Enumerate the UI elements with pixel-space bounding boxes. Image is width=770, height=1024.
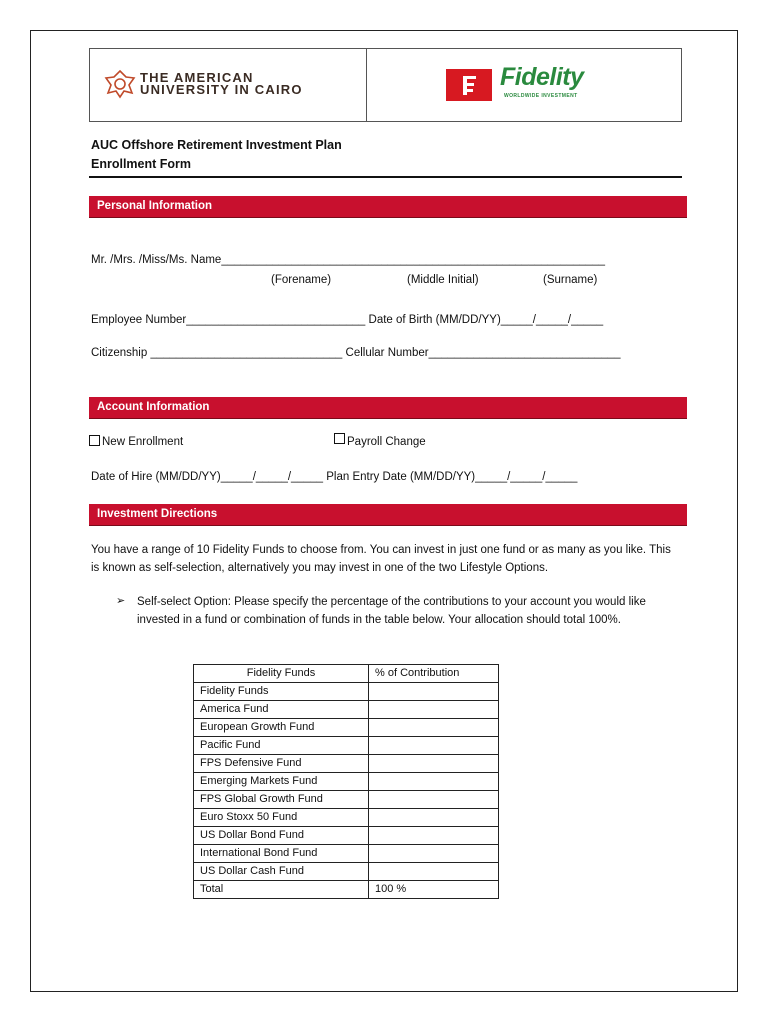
contribution-cell[interactable]: [369, 737, 499, 755]
logo-header: [89, 48, 682, 122]
table-row: [194, 827, 499, 845]
table-row: [194, 845, 499, 863]
fidelity-logo-icon: [446, 69, 492, 101]
contribution-cell[interactable]: [369, 845, 499, 863]
title-rule: [89, 176, 682, 178]
table-row: [194, 881, 499, 899]
fund-name-cell: Total: [194, 881, 369, 899]
fidelity-logo-word: Fidelity: [500, 63, 584, 91]
contribution-cell[interactable]: [369, 701, 499, 719]
auc-logo-text: [140, 72, 303, 96]
funds-table: [193, 664, 499, 899]
table-row: [194, 791, 499, 809]
form-title: AUC Offshore Retirement Investment Plan: [91, 138, 342, 152]
contribution-cell[interactable]: [369, 719, 499, 737]
hire-plan-entry-dates-field[interactable]: Date of Hire (MM/DD/YY)_____/_____/_____ Plan Entry Date (MM/DD/YY)_____/_____/_____: [91, 471, 578, 483]
personal-information-header: [89, 196, 687, 218]
contribution-cell[interactable]: [369, 863, 499, 881]
contribution-cell[interactable]: [369, 791, 499, 809]
surname-caption: (Surname): [543, 274, 598, 286]
auc-logo-line1: THE AMERICAN: [140, 70, 254, 85]
name-field[interactable]: Mr. /Mrs. /Miss/Ms. Name____________________________________________________________: [91, 254, 606, 266]
employee-dob-field[interactable]: Employee Number____________________________ Date of Birth (MM/DD/YY)_____/_____/_____: [91, 314, 604, 326]
payroll-change-checkbox[interactable]: [334, 433, 345, 444]
col-fidelity-funds: Fidelity Funds: [194, 665, 369, 683]
fund-name-cell: Euro Stoxx 50 Fund: [194, 809, 369, 827]
middle-initial-caption: (Middle Initial): [407, 274, 479, 286]
investment-directions-label: Investment Directions: [97, 508, 218, 520]
table-row: [194, 863, 499, 881]
fund-name-cell: Pacific Fund: [194, 737, 369, 755]
forename-caption: (Forename): [271, 274, 332, 286]
payroll-change-label: Payroll Change: [347, 436, 426, 448]
fund-name-cell: European Growth Fund: [194, 719, 369, 737]
table-header-row: [194, 665, 499, 683]
personal-information-label: Personal Information: [97, 200, 213, 212]
table-row: [194, 701, 499, 719]
fund-name-cell: FPS Global Growth Fund: [194, 791, 369, 809]
auc-logo-line2: UNIVERSITY IN CAIRO: [140, 82, 303, 97]
contribution-cell[interactable]: [369, 809, 499, 827]
table-row: [194, 755, 499, 773]
contribution-cell[interactable]: [369, 755, 499, 773]
contribution-cell[interactable]: 100 %: [369, 881, 499, 899]
table-row: [194, 737, 499, 755]
citizenship-cellular-field[interactable]: Citizenship ______________________________ Cellular Number______________________________: [91, 347, 621, 359]
logo-divider: [366, 49, 367, 121]
table-row: [194, 773, 499, 791]
contribution-cell[interactable]: [369, 773, 499, 791]
fund-name-cell: Emerging Markets Fund: [194, 773, 369, 791]
table-row: [194, 719, 499, 737]
fund-name-cell: America Fund: [194, 701, 369, 719]
self-select-option-text: Self-select Option: Please specify the percentage of the contributions to your account you would like invested in a fund or combination of funds in the table below. Your allocation should total 100%.: [137, 596, 646, 626]
fidelity-logo-tagline: WORLDWIDE INVESTMENT: [504, 93, 578, 99]
contribution-cell[interactable]: [369, 827, 499, 845]
table-row: [194, 809, 499, 827]
arrow-bullet-icon: ➢: [116, 595, 126, 607]
fund-name-cell: US Dollar Bond Fund: [194, 827, 369, 845]
new-enrollment-checkbox[interactable]: [89, 435, 100, 446]
table-row: [194, 683, 499, 701]
new-enrollment-label: New Enrollment: [102, 436, 184, 448]
fund-name-cell: FPS Defensive Fund: [194, 755, 369, 773]
account-information-header: [89, 397, 687, 419]
fidelity-f-icon: [446, 69, 492, 101]
account-information-label: Account Information: [97, 401, 210, 413]
form-subtitle: Enrollment Form: [91, 157, 192, 171]
col-percent-contribution: % of Contribution: [369, 665, 499, 683]
fund-name-cell: Fidelity Funds: [194, 683, 369, 701]
fund-name-cell: International Bond Fund: [194, 845, 369, 863]
contribution-cell[interactable]: [369, 683, 499, 701]
auc-seal-icon: [104, 69, 136, 99]
investment-intro-text: You have a range of 10 Fidelity Funds to choose from. You can invest in just one fund or as many as you like. This is known as self-selection, alternatively you may invest in one of the two Lifestyle Options.: [91, 544, 671, 574]
fund-name-cell: US Dollar Cash Fund: [194, 863, 369, 881]
investment-directions-header: [89, 504, 687, 526]
